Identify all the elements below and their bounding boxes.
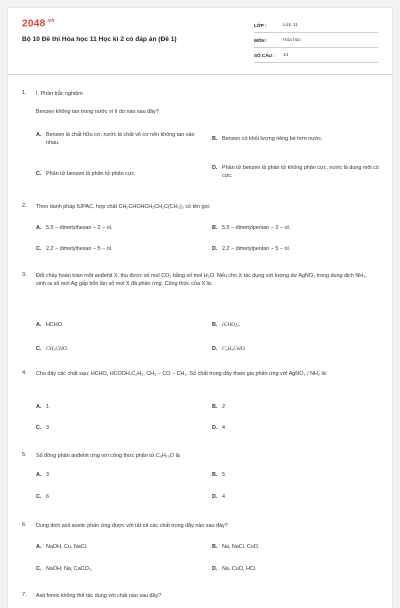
option-text: 5,5 − dimetylpentan − 2 − ol. bbox=[222, 225, 291, 231]
option-text: 4 bbox=[222, 425, 225, 431]
logo-text: 2048 bbox=[22, 18, 46, 30]
option-letter: B. bbox=[212, 404, 218, 410]
question-number: 5. bbox=[22, 452, 27, 458]
option-text: 6 bbox=[46, 494, 49, 500]
site-logo[interactable] bbox=[22, 18, 55, 29]
option-letter: A. bbox=[36, 132, 42, 138]
option-text: 5 bbox=[222, 472, 225, 478]
question-text: Benzen không tan trong nước vì lí do nào sau đây? bbox=[36, 109, 159, 115]
document-header bbox=[8, 8, 392, 70]
question-number: 6. bbox=[22, 522, 27, 528]
option-letter: A. bbox=[36, 404, 42, 410]
question-number: 1. bbox=[22, 90, 27, 96]
option-text: Na, CuO, HCl. bbox=[222, 566, 257, 572]
question-text: Số đồng phân anđehit ứng với công thức phân tử C₅H₁₀O là bbox=[36, 453, 180, 459]
option-text: (CHO)₂. bbox=[222, 322, 241, 328]
header-divider bbox=[8, 74, 392, 75]
option-letter: C. bbox=[36, 246, 42, 252]
question-text: Theo danh pháp IUPAC, hợp chất CH₃CHOHCH₂CH₂C(CH₃)₃ có tên gọi: bbox=[36, 204, 211, 210]
option-letter: C. bbox=[36, 566, 42, 572]
option-text: 2,2 − dimetylpentan − 5 − ol. bbox=[222, 246, 291, 252]
option-letter: B. bbox=[212, 225, 218, 231]
document-page bbox=[8, 8, 392, 608]
option-text: C₂H₅CHO. bbox=[222, 346, 246, 352]
option-letter: A. bbox=[36, 472, 42, 478]
option-letter: B. bbox=[212, 472, 218, 478]
option-text: NaOH, Na, CaCO₃. bbox=[46, 566, 93, 572]
option-letter: B. bbox=[212, 136, 218, 142]
meta-row-class bbox=[254, 22, 378, 33]
meta-value: Lớp 11 bbox=[283, 23, 298, 28]
option-text: 1 bbox=[46, 404, 49, 410]
option-text: 2 bbox=[222, 404, 225, 410]
meta-row-question-count bbox=[254, 52, 378, 63]
option-text: 3 bbox=[46, 425, 49, 431]
question-number: 2. bbox=[22, 203, 27, 209]
meta-label: SỐ CÂU : bbox=[254, 53, 275, 58]
option-letter: D. bbox=[212, 246, 218, 252]
meta-value: Hóa học bbox=[283, 38, 301, 43]
meta-value: 14 bbox=[283, 53, 289, 58]
question-text: Cho dãy các chất sau: HCHO, HCOOH,C₂H₂, CH₃ − CO − CH₃. Số chất trong dãy tham gia phản ứng với AgNO₃ / NH₃ là: bbox=[36, 371, 328, 377]
option-letter: A. bbox=[36, 322, 42, 328]
option-letter: D. bbox=[212, 346, 218, 352]
option-text: Benzen có khối lượng riêng bé hơn nước. bbox=[222, 136, 323, 142]
option-text: 5,5 − dimetylhexan − 2 − ol. bbox=[46, 225, 113, 231]
option-letter: C. bbox=[36, 494, 42, 500]
option-letter: B. bbox=[212, 544, 218, 550]
meta-label: MÔN : bbox=[254, 38, 268, 43]
question-number: 7. bbox=[22, 592, 27, 598]
option-text: Phân tử benzen là phân tử không phân cực, nước là dung môi có cực. bbox=[222, 165, 379, 179]
option-text: 3 bbox=[46, 472, 49, 478]
option-text: NaOH, Cu, NaCl. bbox=[46, 544, 88, 550]
option-text: Phân tử benzen là phân tử phân cực. bbox=[46, 171, 136, 177]
option-text: 2,2 − dimetylhexan − 5 − ol. bbox=[46, 246, 113, 252]
question-number: 3. bbox=[22, 272, 27, 278]
document-title: Bộ 10 Đề thi Hóa học 11 Học kì 2 có đáp án (Đề 1) bbox=[22, 36, 177, 43]
option-letter: D. bbox=[212, 494, 218, 500]
option-letter: C. bbox=[36, 425, 42, 431]
option-letter: A. bbox=[36, 544, 42, 550]
option-text: 4 bbox=[222, 494, 225, 500]
option-letter: C. bbox=[36, 346, 42, 352]
meta-row-subject bbox=[254, 37, 378, 48]
section-heading: I. Phần trắc nghiệm bbox=[36, 91, 83, 97]
question-text: Dung dịch axit axetic phản ứng được với tất cả các chất trong dãy nào sau đây? bbox=[36, 523, 228, 529]
option-letter: A. bbox=[36, 225, 42, 231]
option-text: Na, NaCl, CuO. bbox=[222, 544, 260, 550]
logo-suffix: .vn bbox=[46, 18, 55, 24]
meta-label: LỚP : bbox=[254, 23, 267, 28]
option-letter: D. bbox=[212, 165, 218, 171]
option-letter: D. bbox=[212, 566, 218, 572]
option-letter: B. bbox=[212, 322, 218, 328]
option-text: Benzen là chất hữu cơ, nước là chất vô cơ nên không tan vào nhau. bbox=[46, 132, 195, 146]
question-text: Axit fomic không thể tác dụng với chất nào sau đây? bbox=[36, 593, 162, 599]
option-text: HCHO. bbox=[46, 322, 64, 328]
question-number: 4. bbox=[22, 370, 27, 376]
option-text: CH₃CHO. bbox=[46, 346, 69, 352]
option-letter: C. bbox=[36, 171, 42, 177]
question-text: Đốt cháy hoàn toàn một anđehit X, thu được số mol CO₂ bằng số mol H₂O. Nếu cho X tác dụng với lượng dư AgNO₃ trong dung dịch NH₃, sinh ra số mol Ag gấp bốn lần số mol X đã phản ứng. Công thức của X là: bbox=[36, 273, 367, 288]
option-letter: D. bbox=[212, 425, 218, 431]
